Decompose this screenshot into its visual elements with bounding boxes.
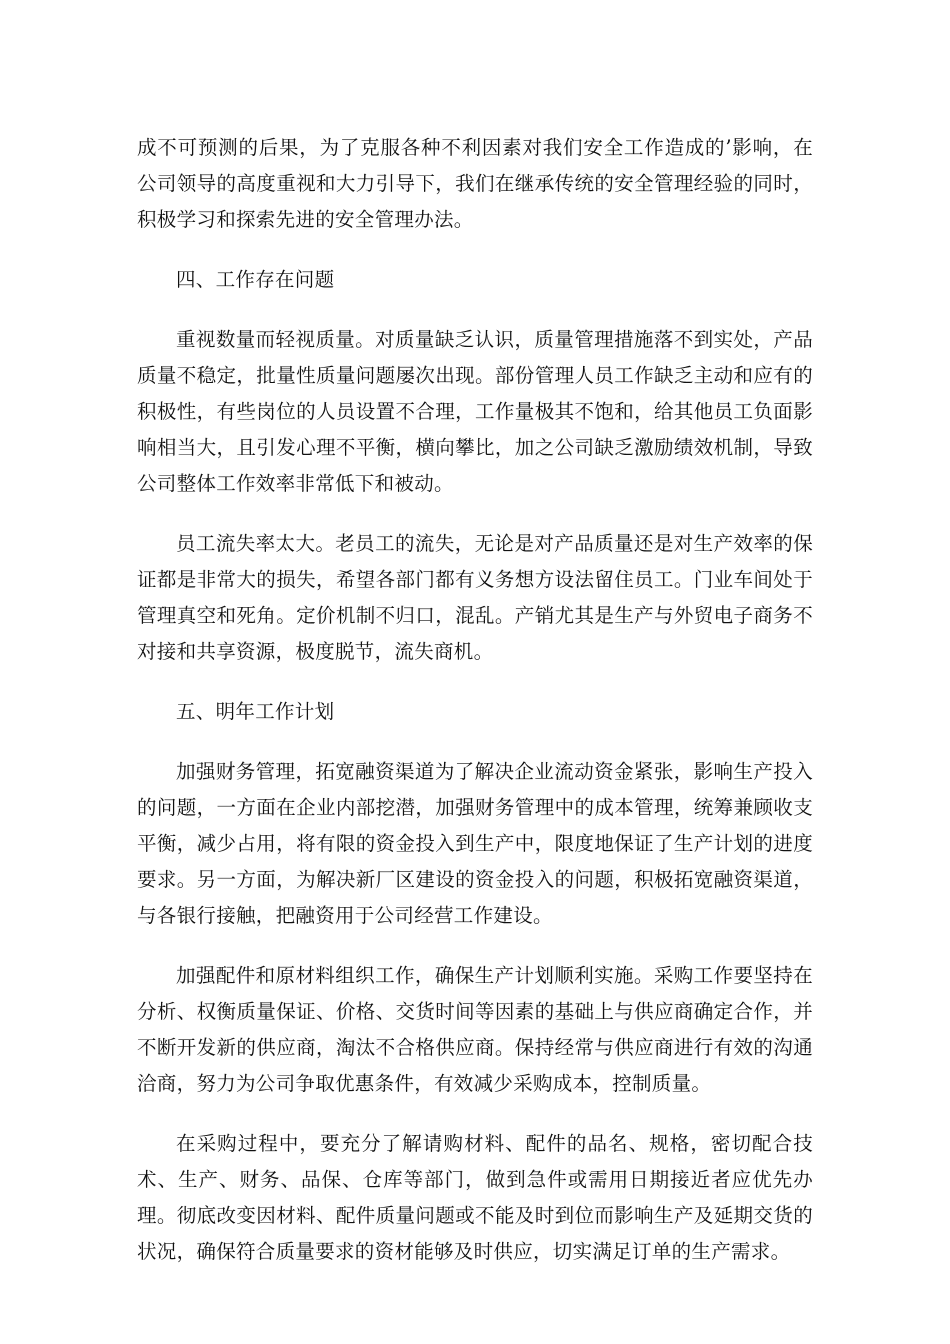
paragraph-safety-management: 成不可预测的后果，为了克服各种不利因素对我们安全工作造成的’影响，在公司领导的高度重视和大力引导下，我们在继承传统的安全管理经验的同时，积极学习和探索先进的安全管理办法。 [137,136,813,231]
document-body [137,130,813,1294]
paragraph-quality-issues: 重视数量而轻视质量。对质量缺乏认识，质量管理措施落不到实处，产品质量不稳定，批量性质量问题屡次出现。部份管理人员工作缺乏主动和应有的积极性，有些岗位的人员设置不合理，工作量极其不饱和，给其他员工负面影响相当大，且引发心理不平衡，横向攀比，加之公司缺乏激励绩效机制，导致公司整体工作效率非常低下和被动。 [137,328,813,495]
section-heading-next-year-plan: 五、明年工作计划 [176,700,335,723]
section-heading-problems: 四、工作存在问题 [176,268,335,291]
paragraph-financial-management: 加强财务管理，拓宽融资渠道为了解决企业流动资金紧张，影响生产投入的问题，一方面在企业内部挖潜，加强财务管理中的成本管理，统筹兼顾收支平衡，减少占用，将有限的资金投入到生产中，限度地保证了生产计划的进度要求。另一方面，为解决新厂区建设的资金投入的问题，积极拓宽融资渠道，与各银行接触，把融资用于公司经营工作建设。 [137,760,813,927]
paragraph-procurement-process: 在采购过程中，要充分了解请购材料、配件的品名、规格，密切配合技术、生产、财务、品保、仓库等部门，做到急件或需用日期接近者应优先办理。彻底改变因材料、配件质量问题或不能及时到位而影响生产及延期交货的状况，确保符合质量要求的资材能够及时供应，切实满足订单的生产需求。 [137,1132,813,1263]
paragraph-staff-turnover: 员工流失率太大。老员工的流失，无论是对产品质量还是对生产效率的保证都是非常大的损失，希望各部门都有义务想方设法留住员工。门业车间处于管理真空和死角。定价机制不归口，混乱。产销尤其是生产与外贸电子商务不对接和共享资源，极度脱节，流失商机。 [137,532,813,663]
paragraph-materials-organization: 加强配件和原材料组织工作，确保生产计划顺利实施。采购工作要坚持在分析、权衡质量保证、价格、交货时间等因素的基础上与供应商确定合作，并不断开发新的供应商，淘汰不合格供应商。保持经常与供应商进行有效的沟通洽商，努力为公司争取优惠条件，有效减少采购成本，控制质量。 [137,964,813,1095]
